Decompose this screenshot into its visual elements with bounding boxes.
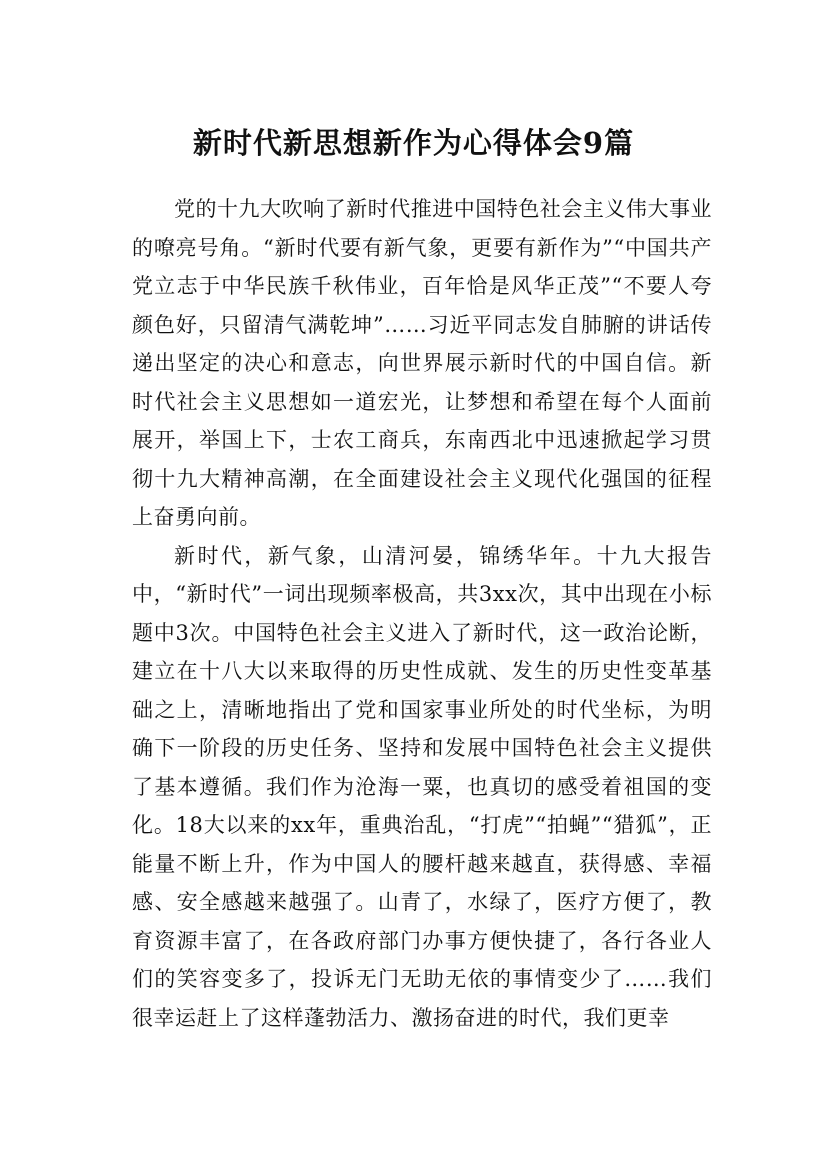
document-body bbox=[132, 190, 712, 1037]
paragraph-2: 新时代，新气象，山清河晏，锦绣华年。十九大报告中，“新时代”一词出现频率极高，共3xx次，其中出现在小标题中3次。中国特色社会主义进入了新时代，这一政治论断，建立在十八大以来取得的历史性成就、发生的历史性变革基础之上，清晰地指出了党和国家事业所处的时代坐标，为明确下一阶段的历史任务、坚持和发展中国特色社会主义提供了基本遵循。我们作为沧海一粟，也真切的感受着祖国的变化。18大以来的xx年，重典治乱，“打虎”“拍蝇”“猎狐”，正能量不断上升，作为中国人的腰杆越来越直，获得感、幸福感、安全感越来越强了。山青了，水绿了，医疗方便了，教育资源丰富了，在各政府部门办事方便快捷了，各行各业人们的笑容变多了，投诉无门无助无依的事情变少了……我们很幸运赶上了这样蓬勃活力、激扬奋进的时代，我们更幸 bbox=[132, 543, 712, 1030]
paragraph-1: 党的十九大吹响了新时代推进中国特色社会主义伟大事业的嘹亮号角。“新时代要有新气象，更要有新作为”“中国共产党立志于中华民族千秋伟业，百年恰是风华正茂”“不要人夸颜色好，只留清气满乾坤”……习近平同志发自肺腑的讲话传递出坚定的决心和意志，向世界展示新时代的中国自信。新时代社会主义思想如一道宏光，让梦想和希望在每个人面前展开，举国上下，士农工商兵，东南西北中迅速掀起学习贯彻十九大精神高潮，在全面建设社会主义现代化强国的征程上奋勇向前。 bbox=[132, 197, 712, 529]
document-title: 新时代新思想新作为心得体会9篇 bbox=[192, 126, 635, 161]
